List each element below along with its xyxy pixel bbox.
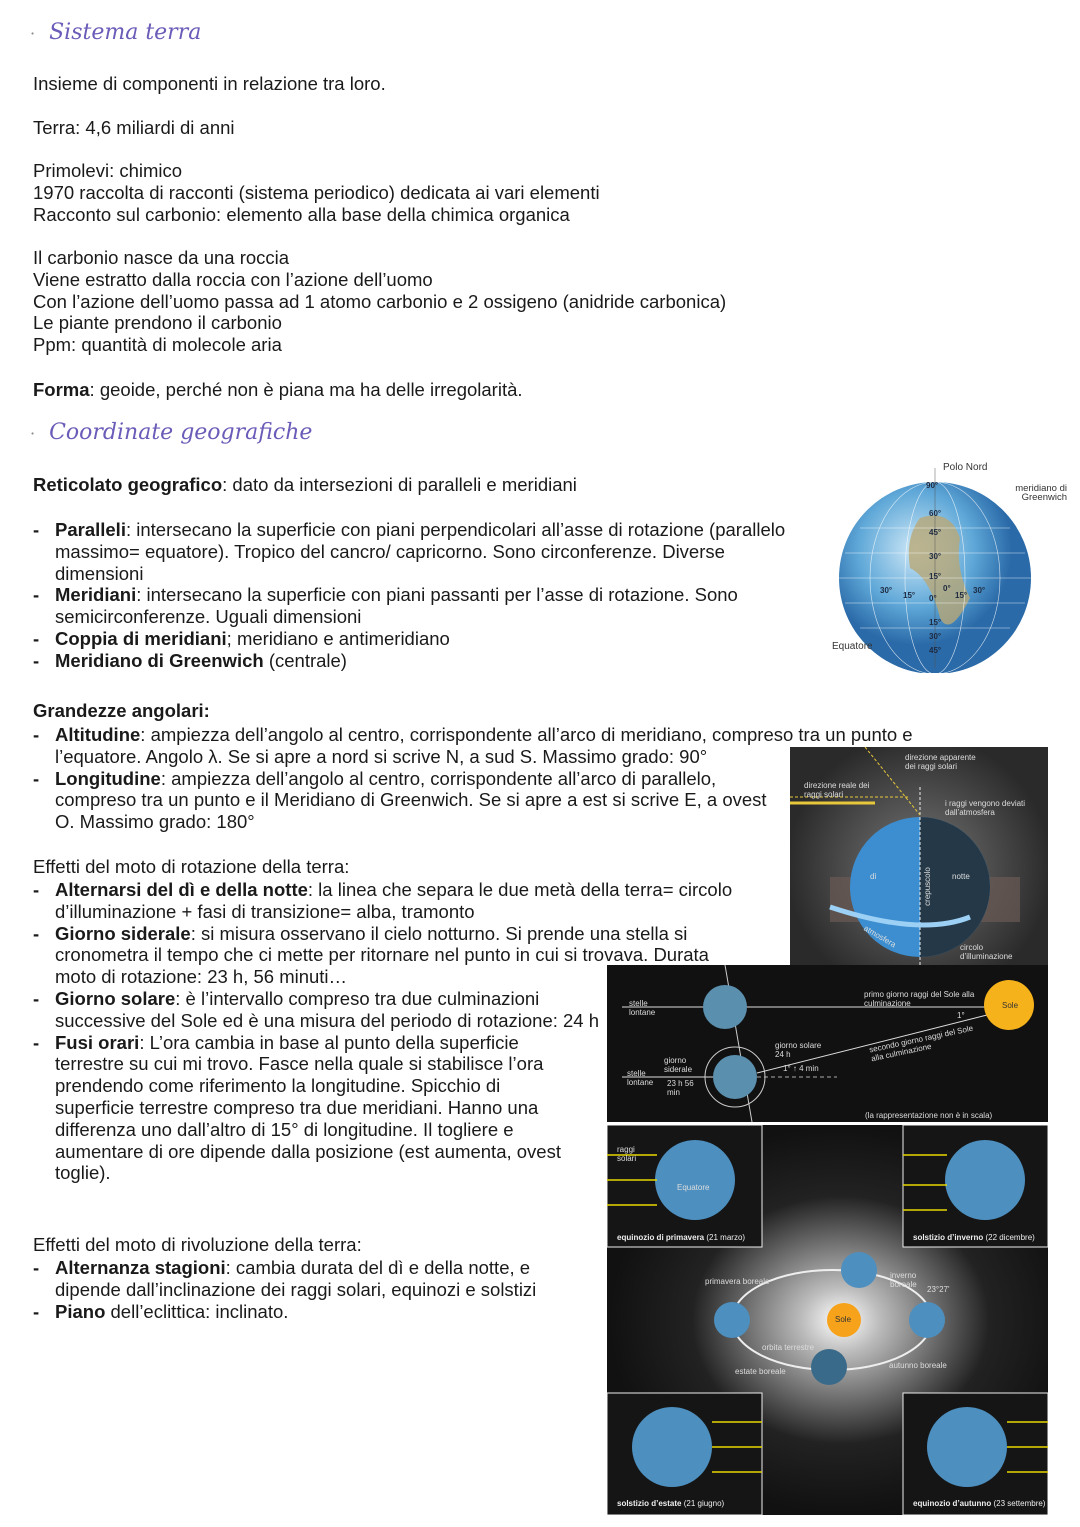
label: crepuscolo [922, 867, 932, 906]
label: orbita terrestre [762, 1343, 815, 1352]
bold-label: solstizio d’estate [617, 1499, 682, 1508]
list-paralleli-meridiani [33, 519, 803, 672]
caption-equinozio-autunno [913, 1499, 1045, 1509]
label: 1° [957, 1011, 965, 1020]
bold-label: equinozio di primavera [617, 1233, 705, 1242]
text [713, 1055, 757, 1099]
list-item [33, 768, 783, 833]
longitude-label: 15° [955, 591, 968, 600]
label: 1° ↑ 4 min [783, 1064, 819, 1073]
text: · [30, 424, 36, 443]
list-item [33, 988, 605, 1032]
bold-label: Coppia di meridiani [55, 627, 227, 649]
text [714, 1302, 750, 1338]
label: stelle lontane [627, 1069, 654, 1087]
label: estate boreale [735, 1367, 786, 1376]
caption-solstizio-estate [617, 1499, 724, 1509]
bold-label: Piano [55, 1300, 106, 1322]
label: direzione apparente dei raggi solari [905, 753, 976, 771]
text: Le piante prendono il carbonio [33, 312, 282, 334]
label: atmosfera [862, 923, 898, 950]
bold-label: Forma [33, 379, 90, 400]
text: : cambia durata del dì e della notte, e dipende dall’inclinazione dei raggi solari, equinozi e solstizi [55, 1257, 537, 1300]
orbit-diagram-icon [607, 1125, 1048, 1515]
label: primavera boreale [705, 1277, 770, 1286]
atmosphere-figure [790, 747, 1048, 965]
text [927, 1407, 1007, 1487]
bold-label: Giorno siderale [55, 922, 191, 944]
longitude-label: 30° [880, 586, 893, 595]
text: : ampiezza dell’angolo al centro, corrispondente all’arco di parallelo, compreso tra un punto e il Meridiano di Greenwich. Se si apre a est si scrive E, a ovest O. Massimo grado: 180° [55, 767, 767, 833]
latitude-label: 0° [929, 594, 937, 603]
text: ; meridiano e antimeridiano [226, 627, 450, 649]
label-equatore: Equatore [832, 641, 873, 652]
text: (21 giugno) [683, 1499, 725, 1508]
latitude-label: 30° [929, 632, 942, 641]
longitude-label: 0° [943, 584, 951, 593]
text [655, 1140, 735, 1220]
heading-rivoluzione: Effetti del moto di rivoluzione della terra: [33, 1234, 362, 1255]
text: : si misura osservano il cielo notturno. Si prende una stella si cronometra il tempo che ci mette per ritornare nel punto in cui si trovava. Durata moto di rotazione: 23 h, 56 minuti… [55, 922, 709, 988]
text: : geoide, perché non è piana ma ha delle irregolarità. [89, 379, 523, 400]
text: Sistema terra [49, 20, 202, 45]
text: 1970 raccolta di racconti (sistema periodico) dedicata ai vari elementi [33, 181, 600, 203]
list-item [33, 519, 803, 584]
text: dell’eclittica: inclinato. [105, 1300, 289, 1322]
label-meridiano: meridiano di Greenwich [1015, 483, 1067, 503]
label: secondo giorno raggi del Sole alla culminazione [868, 1023, 974, 1064]
label: Sole [835, 1315, 852, 1324]
text: (22 dicembre) [985, 1233, 1035, 1242]
text: : intersecano la superficie con piani passanti per l’asse di rotazione. Sono semicirconferenze. Uguali dimensioni [55, 584, 738, 628]
label-polo-nord: Polo Nord [943, 462, 988, 473]
text: (21 marzo) [706, 1233, 746, 1242]
latitude-label: 60° [929, 509, 942, 518]
seasons-figure [607, 1125, 1048, 1515]
caption-solstizio-inverno [913, 1233, 1035, 1243]
label: giorno siderale [664, 1056, 693, 1074]
bold-label: Meridiani [55, 584, 137, 606]
text [703, 985, 747, 1029]
latitude-label: 15° [929, 618, 942, 627]
bold-label: Altitudine [55, 724, 141, 745]
label: direzione reale dei raggi solari [804, 781, 870, 799]
bold-label: Fusi orari [55, 1031, 140, 1053]
list-item [33, 879, 793, 923]
heading-rotazione: Effetti del moto di rotazione della terra: [33, 856, 350, 877]
label: 23°27' [927, 1285, 950, 1294]
list-item [33, 1032, 583, 1185]
text: : intersecano la superficie con piani perpendicolari all’asse di rotazione (parallelo massimo= equatore). Tropico del cancro/ capricorno. Sono circonferenze. Diverse dimensioni [55, 519, 786, 584]
bold-label: Longitudine [55, 767, 161, 789]
label: giorno solare 24 h [775, 1041, 822, 1059]
heading-grandezze [33, 700, 210, 722]
latitude-label: 30° [929, 552, 942, 561]
text: (centrale) [263, 649, 347, 671]
text: Racconto sul carbonio: elemento alla base della chimica organica [33, 203, 570, 225]
paragraph-reticolato [33, 474, 577, 496]
text: · [30, 24, 36, 43]
paragraph: Terra: 4,6 miliardi di anni [33, 117, 235, 138]
latitude-label: 45° [929, 528, 942, 537]
text [841, 1252, 877, 1288]
text [632, 1407, 712, 1487]
longitude-label: 15° [903, 591, 916, 600]
list-item [33, 628, 803, 650]
bold-label: Giorno solare [55, 987, 176, 1009]
text: : ampiezza dell’angolo al centro, corrispondente all’arco di meridiano, compreso tra un punto e l’equatore. Angolo λ. Se si apre a nord si scrive N, a sud S. Massimo grado: 90° [55, 724, 913, 767]
latitude-label: 45° [929, 646, 942, 655]
list-item [33, 650, 803, 672]
label: circolo d’illuminazione [960, 943, 1013, 961]
latitude-label: 15° [929, 572, 942, 581]
bold-label: solstizio d’inverno [913, 1233, 984, 1242]
list-rivoluzione [33, 1257, 588, 1322]
bold-label: Paralleli [55, 519, 126, 540]
bold-label: equinozio d’autunno [913, 1499, 992, 1508]
latitude-label: 90° [926, 481, 939, 490]
label: raggi solari [617, 1145, 637, 1163]
bold-label: : [203, 700, 210, 721]
paragraph-forma [33, 379, 523, 401]
text [945, 1140, 1025, 1220]
list-item [33, 1301, 588, 1323]
text: Il carbonio nasce da una roccia [33, 247, 290, 268]
text: Ppm: quantità di molecole aria [33, 334, 282, 356]
longitude-label: 30° [973, 586, 986, 595]
label: primo giorno raggi del Sole alla culminazione [864, 990, 975, 1008]
bold-label: Meridiano di Greenwich [55, 649, 264, 671]
heading-coordinate [30, 422, 312, 445]
bold-label: Alternanza stagioni [55, 1257, 226, 1278]
text [811, 1349, 847, 1385]
globe-figure [825, 458, 1070, 673]
bold-label: Grandezze angolari [33, 700, 204, 721]
heading-sistema-terra [30, 22, 201, 45]
label: stelle lontane [629, 999, 656, 1017]
text: : la linea che separa le due metà della terra= circolo d’illuminazione + fasi di transizione= alba, tramonto [55, 879, 733, 922]
label: i raggi vengono deviati dall’atmosfera [945, 799, 1026, 817]
text: Viene estratto dalla roccia con l’azione dell’uomo [33, 268, 433, 290]
label: autunno boreale [889, 1361, 947, 1370]
text: Con l’azione dell’uomo passa ad 1 atomo carbonio e 2 ossigeno (anidride carbonica) [33, 290, 727, 312]
paragraph-primolevi [33, 160, 600, 225]
label: inverno boreale [890, 1271, 917, 1289]
label: 23 h 56 min [667, 1079, 694, 1097]
label: Sole [1002, 1001, 1019, 1010]
label: dì [870, 872, 877, 881]
sidereal-diagram-icon [607, 965, 1048, 1122]
text: : L’ora cambia in base al punto della superficie terrestre su cui mi trovo. Fasce nella quale si stabilisce l’ora prendendo come riferimento la longitudine. Spicchio di superficie terrestre compreso tra due meridiani. Hanno una differenza uno dall’altro di 15° di longitudine. Il togliere e aumentare di ore dipende dalla posizione (est aumenta, ovest toglie). [55, 1031, 561, 1184]
text: : è l’intervallo compreso tra due culminazioni successive del Sole ed è una misura del periodo di rotazione: 24 h [55, 987, 600, 1031]
paragraph-carbonio [33, 247, 726, 356]
bold-label: Alternarsi del dì e della notte [55, 879, 308, 900]
sidereal-day-figure [607, 965, 1048, 1122]
label: notte [952, 872, 970, 881]
bold-label: Reticolato geografico [33, 474, 223, 495]
label: (la rappresentazione non è in scala) [865, 1111, 993, 1120]
text: Primolevi: chimico [33, 160, 183, 181]
text: : dato da intersezioni di paralleli e meridiani [222, 474, 577, 495]
text [909, 1302, 945, 1338]
text: (23 settembre) [993, 1499, 1046, 1508]
list-item [33, 584, 803, 628]
text: Coordinate geografiche [49, 420, 313, 445]
caption-equinozio-primavera [617, 1233, 745, 1243]
label: Equatore [677, 1183, 710, 1192]
paragraph: Insieme di componenti in relazione tra loro. [33, 73, 386, 94]
list-item [33, 1257, 588, 1301]
earth-day-night-icon [790, 747, 1048, 965]
